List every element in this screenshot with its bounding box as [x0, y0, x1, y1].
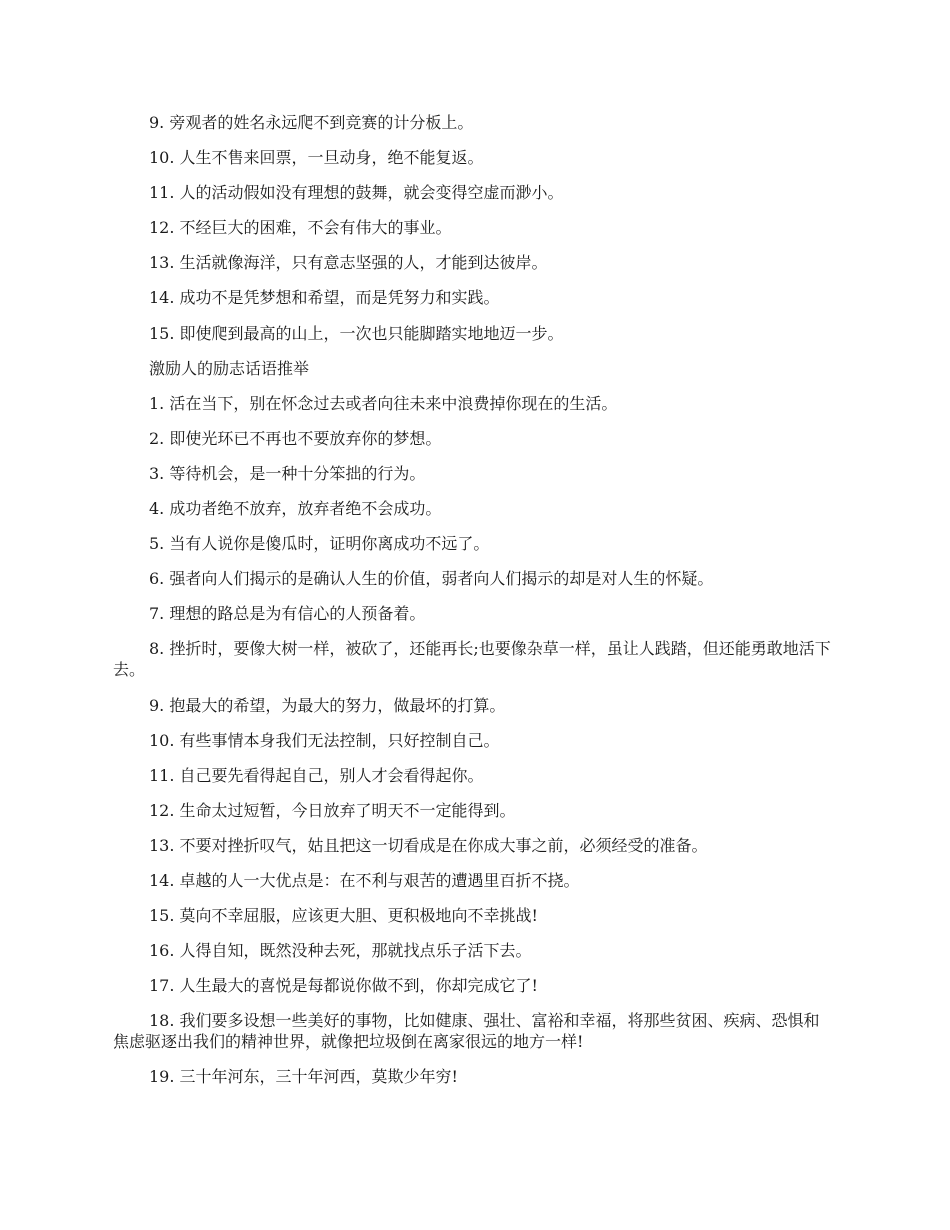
quote-item: 11. 自己要先看得起自己，别人才会看得起你。 — [149, 765, 484, 785]
quote-item: 12. 生命太过短暂，今日放弃了明天不一定能得到。 — [149, 800, 516, 820]
quote-item: 12. 不经巨大的困难，不会有伟大的事业。 — [149, 218, 452, 238]
quote-item: 14. 成功不是凭梦想和希望，而是凭努力和实践。 — [149, 288, 500, 308]
quote-item: 9. 旁观者的姓名永远爬不到竞赛的计分板上。 — [149, 113, 474, 132]
quote-item: 2. 即使光环已不再也不要放弃你的梦想。 — [149, 428, 442, 448]
document-body — [113, 112, 835, 1102]
quote-item: 14. 卓越的人一大优点是：在不利与艰苦的遭遇里百折不挠。 — [149, 870, 580, 890]
quote-item: 15. 莫向不幸屈服，应该更大胆、更积极地向不幸挑战! — [149, 906, 538, 926]
quote-item: 15. 即使爬到最高的山上，一次也只能脚踏实地地迈一步。 — [149, 323, 564, 343]
quote-item: 19. 三十年河东，三十年河西，莫欺少年穷! — [149, 1067, 458, 1087]
quote-item: 13. 生活就像海洋，只有意志坚强的人，才能到达彼岸。 — [149, 253, 548, 273]
quote-item: 5. 当有人说你是傻瓜时，证明你离成功不远了。 — [149, 534, 490, 554]
quote-item: 3. 等待机会，是一种十分笨拙的行为。 — [149, 463, 426, 483]
quote-item: 1. 活在当下，别在怀念过去或者向往未来中浪费掉你现在的生活。 — [149, 393, 618, 413]
quote-item: 6. 强者向人们揭示的是确认人生的价值，弱者向人们揭示的却是对人生的怀疑。 — [149, 569, 714, 589]
quote-item: 4. 成功者绝不放弃，放弃者绝不会成功。 — [149, 499, 442, 519]
section-heading: 激励人的励志话语推举 — [149, 358, 310, 378]
quote-item: 9. 抱最大的希望，为最大的努力，做最坏的打算。 — [149, 695, 506, 715]
quote-item: 17. 人生最大的喜悦是每都说你做不到，你却完成它了! — [149, 976, 538, 996]
quote-item: 8. 挫折时，要像大树一样，被砍了，还能再长;也要像杂草一样，虽让人践踏，但还能勇敢地活下去。 — [113, 639, 831, 680]
quote-item: 18. 我们要多设想一些美好的事物，比如健康、强壮、富裕和幸福，将那些贫困、疾病、恐惧和焦虑驱逐出我们的精神世界，就像把垃圾倒在离家很远的地方一样! — [113, 1011, 820, 1052]
quote-item: 10. 人生不售来回票，一旦动身，绝不能复返。 — [149, 148, 484, 168]
quote-item: 10. 有些事情本身我们无法控制，只好控制自己。 — [149, 730, 500, 750]
quote-item: 11. 人的活动假如没有理想的鼓舞，就会变得空虚而渺小。 — [149, 183, 564, 203]
quote-item: 7. 理想的路总是为有信心的人预备着。 — [149, 604, 426, 624]
quote-item: 16. 人得自知，既然没种去死，那就找点乐子活下去。 — [149, 941, 532, 961]
quote-item: 13. 不要对挫折叹气，姑且把这一切看成是在你成大事之前，必须经受的准备。 — [149, 835, 708, 855]
